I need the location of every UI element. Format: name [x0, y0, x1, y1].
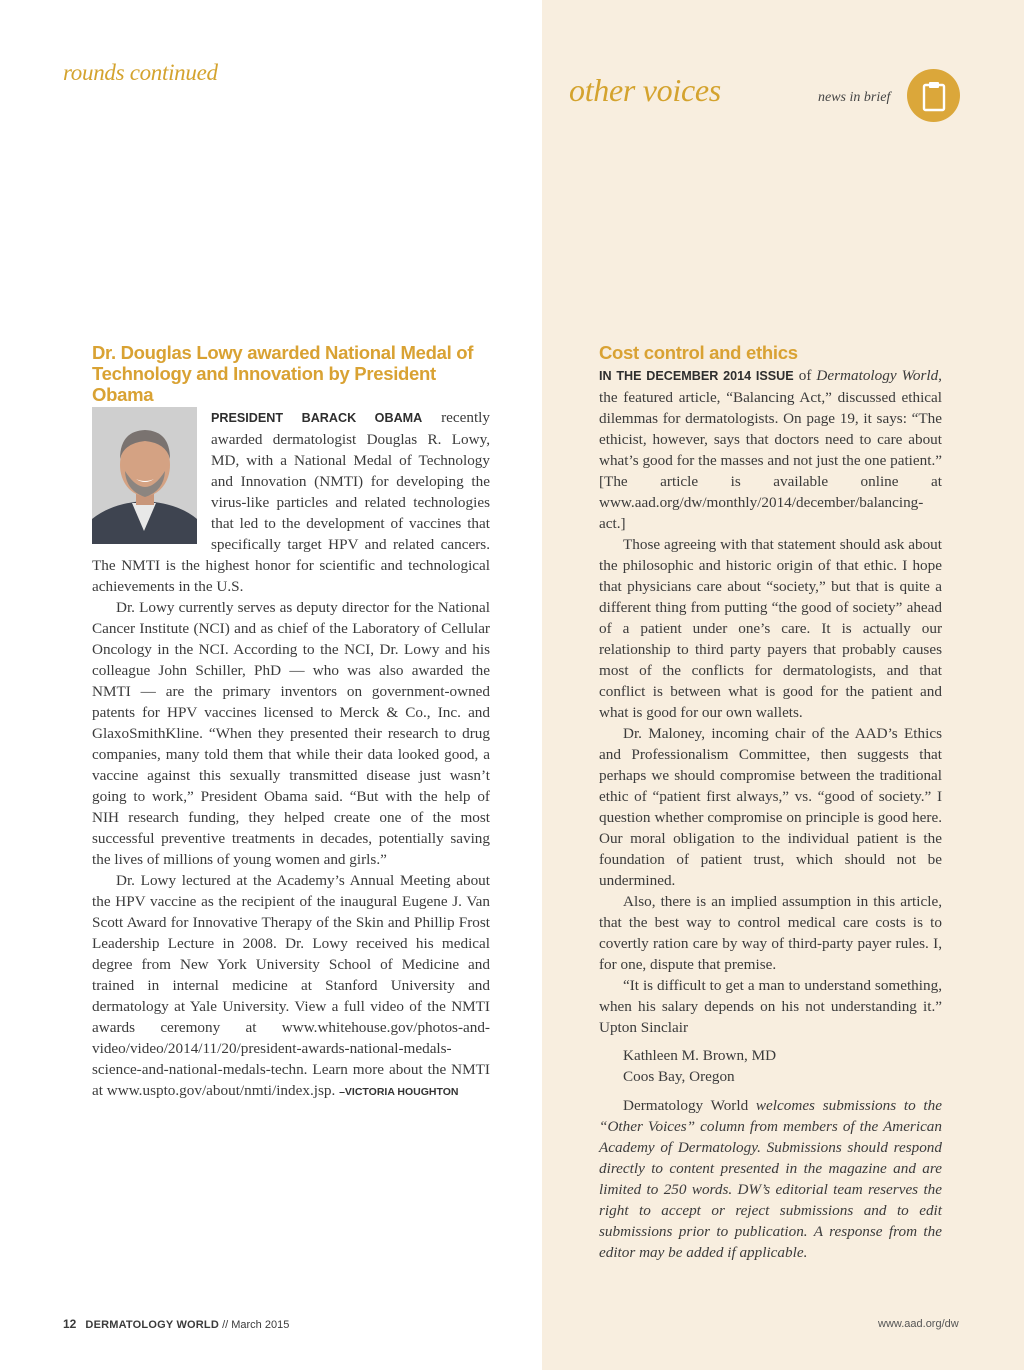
letter-paragraph-2: Those agreeing with that statement should ask about the philosophic and historic origin of that ethic. I hope that physicians care about “society,” but that is quite a different thing from putting “the good of society” ahead of a patient under one’s care. It is actually our relationship to third party payers that probably causes most of the conflicts for dermatologists, and that conflict is between what is good for the patient and what is good for our own wallets. — [599, 536, 942, 721]
page-number: 12 — [63, 1317, 77, 1331]
lowy-byline: –VICTORIA HOUGHTON — [339, 1086, 459, 1098]
lowy-paragraph-3 — [92, 870, 490, 1103]
lowy-portrait-photo — [92, 407, 197, 544]
signature-place: Coos Bay, Oregon — [623, 1068, 735, 1085]
letter-p1-of: of — [793, 367, 817, 384]
submission-note — [599, 1095, 942, 1263]
lowy-kicker: PRESIDENT BARACK OBAMA — [211, 411, 423, 425]
letter-paragraph-1 — [599, 365, 942, 534]
lowy-article — [92, 342, 490, 1103]
lowy-article-headline: Dr. Douglas Lowy awarded National Medal of Technology and Innovation by President Obama — [92, 342, 474, 405]
submission-note-body: welcomes submissions to the “Other Voices” column from members of the American Academy of Dermatology. Submissions should respond directly to content presented in the magazine and are limited to 250 words. DW’s editorial team reserves the right to accept or reject submissions and to edit submissions prior to publication. A response from the editor may be added if applicable. — [599, 1097, 942, 1261]
letter-paragraph-3: Dr. Maloney, incoming chair of the AAD’s Ethics and Professionalism Committee, then suggests that perhaps we should compromise between the traditional ethic of “patient first always,” vs. “good of society.” I question whether compromise on principle is good here. Our moral obligation to the individual patient is the foundation of patient trust, which should not be undermined. — [599, 725, 942, 889]
footer-magazine: DERMATOLOGY WORLD — [85, 1319, 219, 1331]
submission-note-magazine: Dermatology World — [623, 1097, 749, 1114]
footer-issue: // March 2015 — [222, 1319, 290, 1331]
lowy-paragraph-2: Dr. Lowy currently serves as deputy director for the National Cancer Institute (NCI) and as chief of the Laboratory of Cellular Oncology in the NCI. According to the NCI, Dr. Lowy and his colleague John Schiller, PhD — who was also awarded the NMTI — are the primary inventors on government-owned patents for HPV vaccines licensed to Merck & Co., Inc. and GlaxoSmithKline. “When they presented their research to drug companies, many told them that while their data looked good, a vaccine against this sexually transmitted disease just wasn’t going to work,” President Obama said. “But with the help of NIH research funding, they helped create one of the most successful preventive treatments in decades, potentially saving the lives of millions of young women and girls.” — [92, 599, 490, 868]
signature-name: Kathleen M. Brown, MD — [623, 1047, 777, 1064]
clipboard-icon — [921, 80, 947, 112]
lowy-paragraph-1-text: recently awarded dermatologist Douglas R. Lowy, MD, with a National Medal of Technology and Innovation (NMTI) for developing the virus-like particles and related technologies that led to the development of vaccines that specifically target HPV and related cancers. The NMTI is the highest honor for scientific and technological achievements in the U.S. — [92, 409, 491, 595]
letter-paragraph-5: “It is difficult to get a man to understand something, when his salary depends on his not understanding it.” Upton Sinclair — [599, 977, 942, 1036]
news-in-brief-label: news in brief — [818, 90, 891, 105]
section-title-other-voices: other voices — [569, 72, 721, 108]
footer-url[interactable]: www.aad.org/dw — [878, 1318, 959, 1330]
letter-magazine-name: Dermatology World, — [816, 367, 942, 384]
cost-control-headline: Cost control and ethics — [599, 342, 798, 363]
submission-note-text — [599, 1095, 942, 1263]
letter-paragraph-4: Also, there is an implied assumption in this article, that the best way to control medical care costs is to covertly ration care by way of third-party payer rules. I, for one, dispute that premise. — [599, 893, 942, 973]
letter-signature — [623, 1045, 942, 1087]
letter-kicker: IN THE DECEMBER 2014 ISSUE — [599, 369, 794, 383]
letter-p1-rest: the featured article, “Balancing Act,” discussed ethical dilemmas for dermatologists. On page 19, it says: “The ethicist, however, says that doctors need to care about what’s good for the masses and not just the one patient.” [The article is available online at www.aad.org/dw/monthly/2014/december/balancing-act.] — [599, 389, 942, 532]
section-title-rounds-continued: rounds continued — [63, 60, 218, 85]
cost-control-letter — [599, 342, 942, 1263]
page-footer — [63, 1317, 289, 1331]
portrait-photo-drawing — [92, 407, 197, 544]
lowy-paragraph-3-text: Dr. Lowy lectured at the Academy’s Annual Meeting about the HPV vaccine as the recipient of the inaugural Eugene J. Van Scott Award for Innovative Therapy of the Skin and Phillip Frost Leadership Lecture in 2008. Dr. Lowy received his medical degree from New York University School of Medicine and trained in internal medicine at Stanford University and dermatology at Yale University. View a full video of the NMTI awards ceremony at www.whitehouse.gov/photos-and-video/video/2014/11/20/president-awards-national-medals-science-and-national-medals-techn. Learn more about the NMTI at www.uspto.gov/about/nmti/index.jsp. — [92, 872, 490, 1099]
news-in-brief-badge — [907, 69, 960, 122]
